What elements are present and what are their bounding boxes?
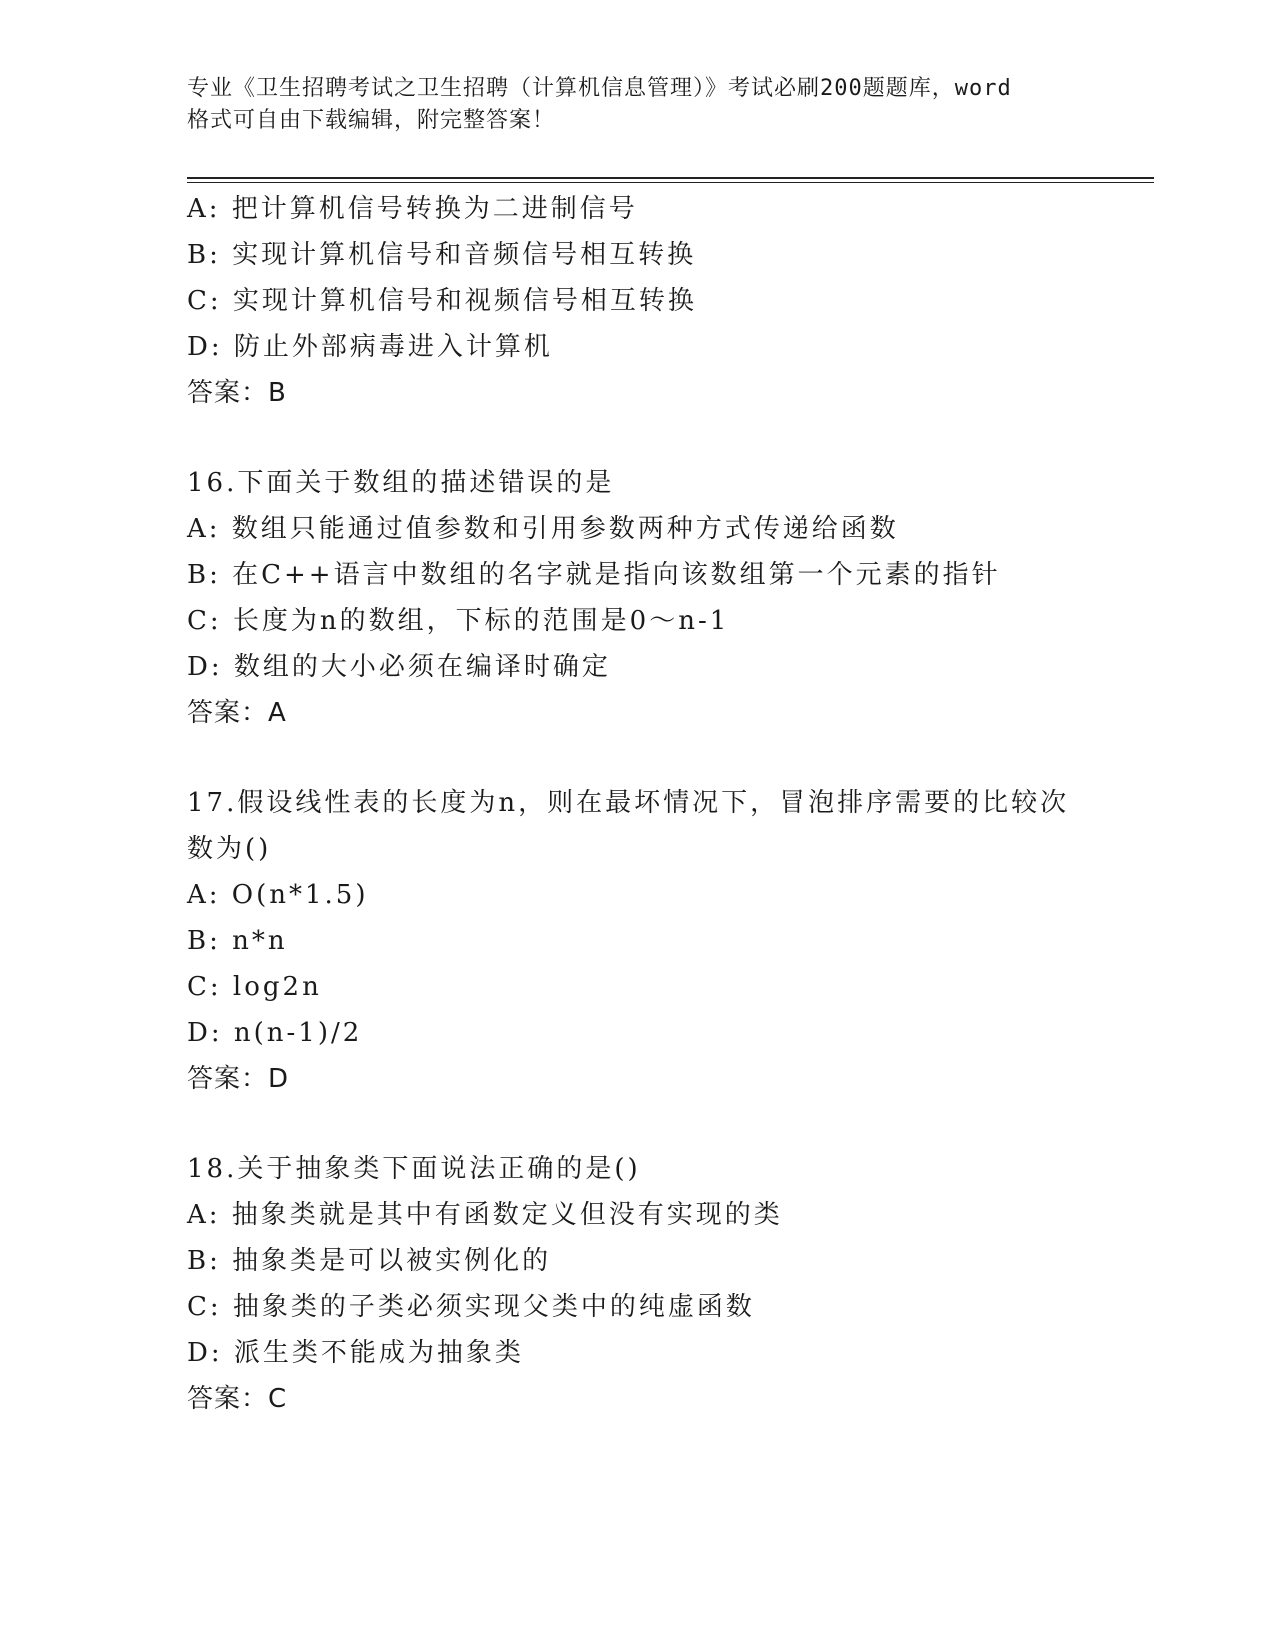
option-d: D: 防止外部病毒进入计算机 — [187, 332, 553, 362]
question-list — [187, 186, 1147, 1466]
header-divider-thick — [187, 177, 1154, 179]
header-title-line2: 格式可自由下载编辑，附完整答案！ — [187, 108, 556, 133]
question-16 — [187, 460, 1147, 736]
answer-label: 答案：D — [187, 1064, 290, 1094]
header-title-line1: 专业《卫生招聘考试之卫生招聘（计算机信息管理）》考试必刷200题题库，word — [187, 76, 1012, 101]
option-b: B: 实现计算机信号和音频信号相互转换 — [187, 240, 697, 270]
option-d: D: 数组的大小必须在编译时确定 — [187, 652, 611, 682]
header-divider-thin — [187, 182, 1154, 183]
question-17 — [187, 780, 1147, 1102]
option-a: A: 抽象类就是其中有函数定义但没有实现的类 — [187, 1200, 783, 1230]
option-d: D: 派生类不能成为抽象类 — [187, 1338, 524, 1368]
option-c: C: 抽象类的子类必须实现父类中的纯虚函数 — [187, 1292, 755, 1322]
option-c: C: log2n — [187, 972, 322, 1002]
question-text-line2: 数为() — [187, 834, 272, 864]
question-text-line1: 17.假设线性表的长度为n，则在最坏情况下，冒泡排序需要的比较次 — [187, 788, 1070, 818]
option-b: B: n*n — [187, 926, 288, 956]
option-b: B: 在C++语言中数组的名字就是指向该数组第一个元素的指针 — [187, 560, 1001, 590]
option-a: A: O(n*1.5) — [187, 880, 369, 910]
answer-label: 答案：B — [187, 378, 287, 408]
question-15 — [187, 186, 1147, 416]
option-d: D: n(n-1)/2 — [187, 1018, 363, 1048]
option-b: B: 抽象类是可以被实例化的 — [187, 1246, 552, 1276]
option-c: C: 实现计算机信号和视频信号相互转换 — [187, 286, 697, 316]
option-a: A: 把计算机信号转换为二进制信号 — [187, 194, 638, 224]
question-text: 18.关于抽象类下面说法正确的是() — [187, 1154, 641, 1184]
document-header — [187, 73, 1087, 137]
answer-label: 答案：C — [187, 1384, 288, 1414]
answer-label: 答案：A — [187, 698, 287, 728]
option-c: C: 长度为n的数组，下标的范围是0～n-1 — [187, 606, 730, 636]
option-a: A: 数组只能通过值参数和引用参数两种方式传递给函数 — [187, 514, 899, 544]
question-text: 16.下面关于数组的描述错误的是 — [187, 468, 615, 498]
question-18 — [187, 1146, 1147, 1422]
